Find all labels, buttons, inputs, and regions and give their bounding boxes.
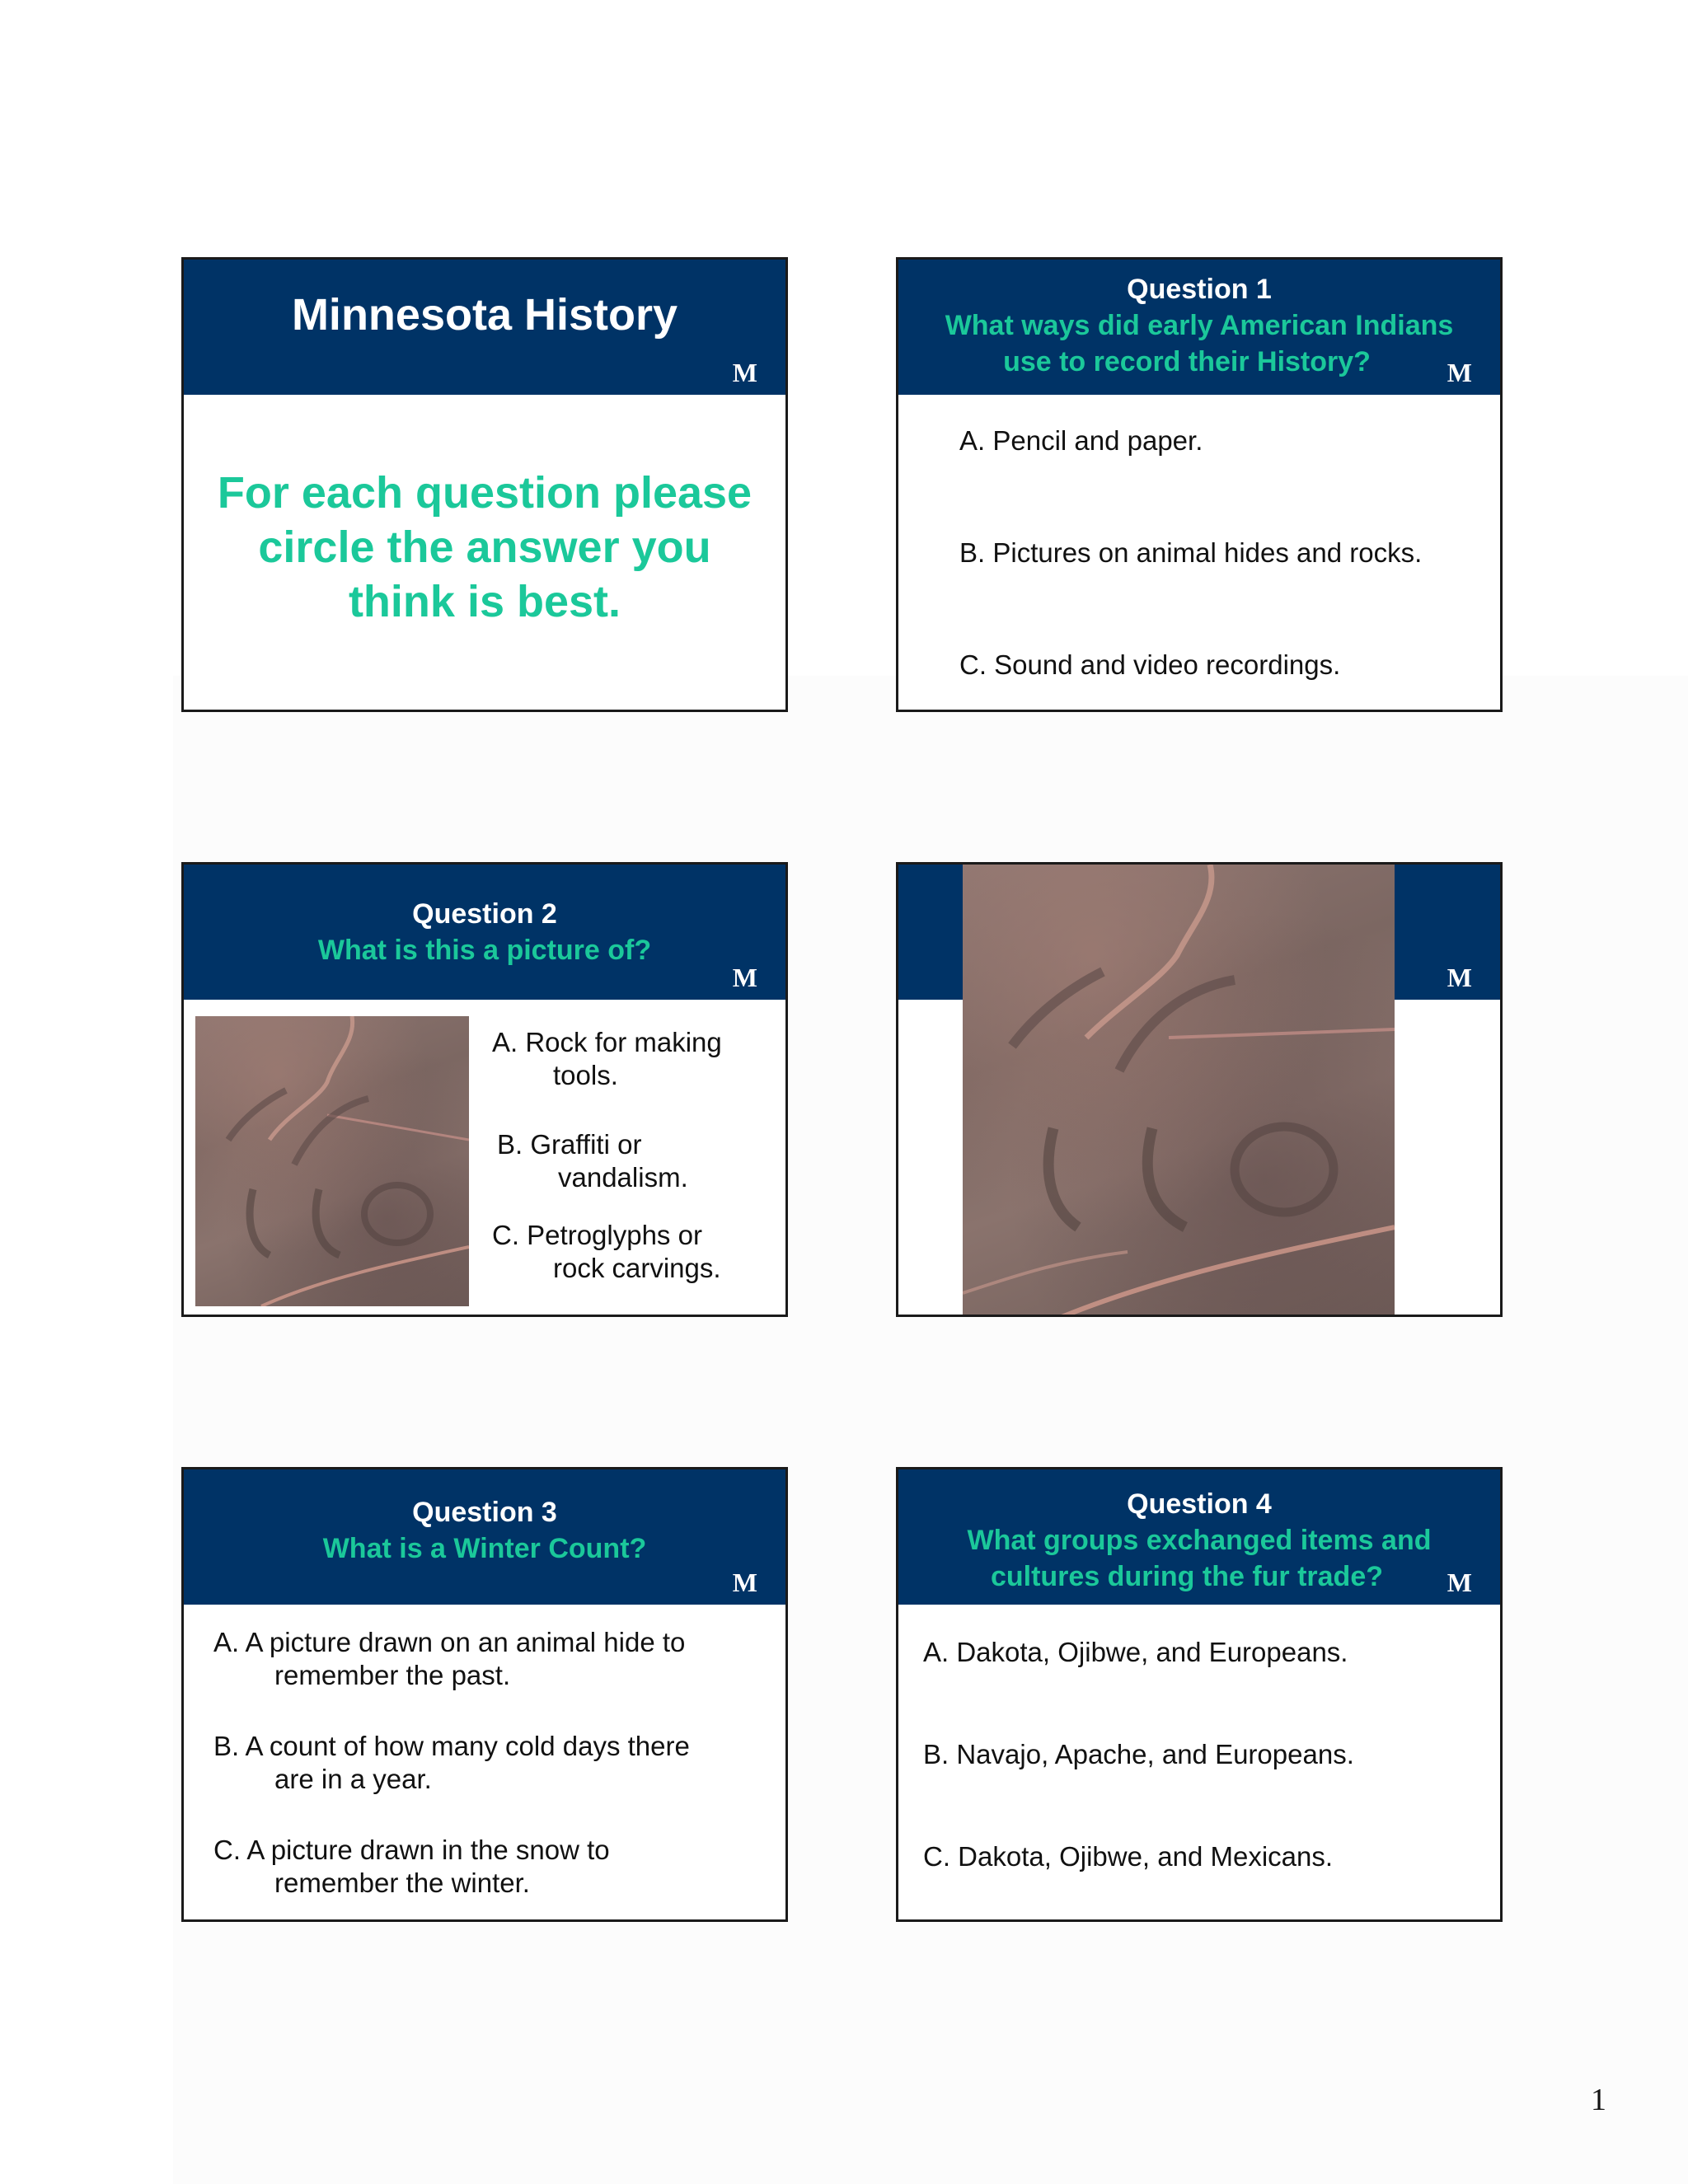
answer-option-b[interactable]: B. Pictures on animal hides and rocks. [959,537,1423,568]
slide-photo [896,862,1503,1317]
answer-option-c[interactable] [492,1219,721,1285]
mhs-logo-icon: M [732,963,756,992]
question-number: Question 1 [1127,274,1272,305]
option-line: remember the past. [274,1660,511,1690]
question-number: Question 2 [412,898,557,930]
question-text-line: What groups exchanged items and [967,1525,1432,1556]
answer-option-b[interactable] [213,1730,690,1796]
slide-header [184,260,785,395]
slide-header [898,1469,1500,1605]
answer-option-a[interactable]: A. Dakota, Ojibwe, and Europeans. [923,1637,1348,1667]
mhs-logo-icon: M [732,358,756,387]
question-number: Question 3 [412,1497,557,1528]
slide-question-4 [896,1467,1503,1922]
instruction-line: circle the answer you [258,523,711,572]
answer-option-c[interactable]: C. Dakota, Ojibwe, and Mexicans. [923,1841,1334,1872]
instruction-line: think is best. [348,577,621,626]
question-text-line: use to record their History? [1003,346,1371,377]
question-text: What is this a picture of? [317,935,652,966]
question-text-line: cultures during the fur trade? [990,1561,1384,1592]
slide-question-3 [181,1467,788,1922]
answer-option-c[interactable]: C. Sound and video recordings. [959,649,1341,680]
petroglyph-rock-photo-icon [195,1016,469,1306]
option-line: vandalism. [558,1162,688,1193]
option-line: are in a year. [274,1764,432,1794]
option-line: C. Petroglyphs or [492,1220,702,1250]
mhs-logo-icon: M [1447,358,1470,387]
option-line: A. Rock for making [492,1027,722,1057]
option-line: rock carvings. [553,1253,721,1283]
option-line: B. A count of how many cold days there [213,1731,690,1761]
slide-title-text: Minnesota History [291,290,678,340]
slide-title [181,257,788,712]
option-line: C. A picture drawn in the snow to [213,1835,610,1865]
petroglyph-photo-large [963,865,1395,1317]
option-line: B. Graffiti or [497,1129,642,1160]
slide-header [184,865,785,1000]
mhs-logo-icon: M [732,1568,756,1597]
slide-header [184,1469,785,1605]
instruction-line: For each question please [217,468,753,518]
option-line: A. A picture drawn on an animal hide to [213,1627,686,1657]
answer-option-c[interactable] [213,1834,610,1900]
slide-question-2 [181,862,788,1317]
answer-option-b[interactable] [497,1128,688,1194]
answer-option-b[interactable]: B. Navajo, Apache, and Europeans. [923,1739,1354,1769]
question-text-line: What ways did early American Indians [945,310,1454,341]
mhs-logo-icon: M [1447,1568,1470,1597]
petroglyph-rock-photo-large-icon [963,865,1395,1317]
instruction-text [184,466,785,629]
slide-header [898,260,1500,395]
question-number: Question 4 [1127,1488,1272,1520]
question-text: What is a Winter Count? [322,1533,647,1564]
slide-question-1 [896,257,1503,712]
option-line: remember the winter. [274,1868,530,1898]
answer-option-a[interactable]: A. Pencil and paper. [959,425,1203,456]
answer-option-a[interactable] [492,1026,722,1092]
answer-option-a[interactable] [213,1626,685,1692]
page-number: 1 [1591,2083,1606,2117]
option-line: tools. [553,1060,618,1090]
petroglyph-photo [195,1016,469,1306]
mhs-logo-icon: M [1447,963,1470,992]
